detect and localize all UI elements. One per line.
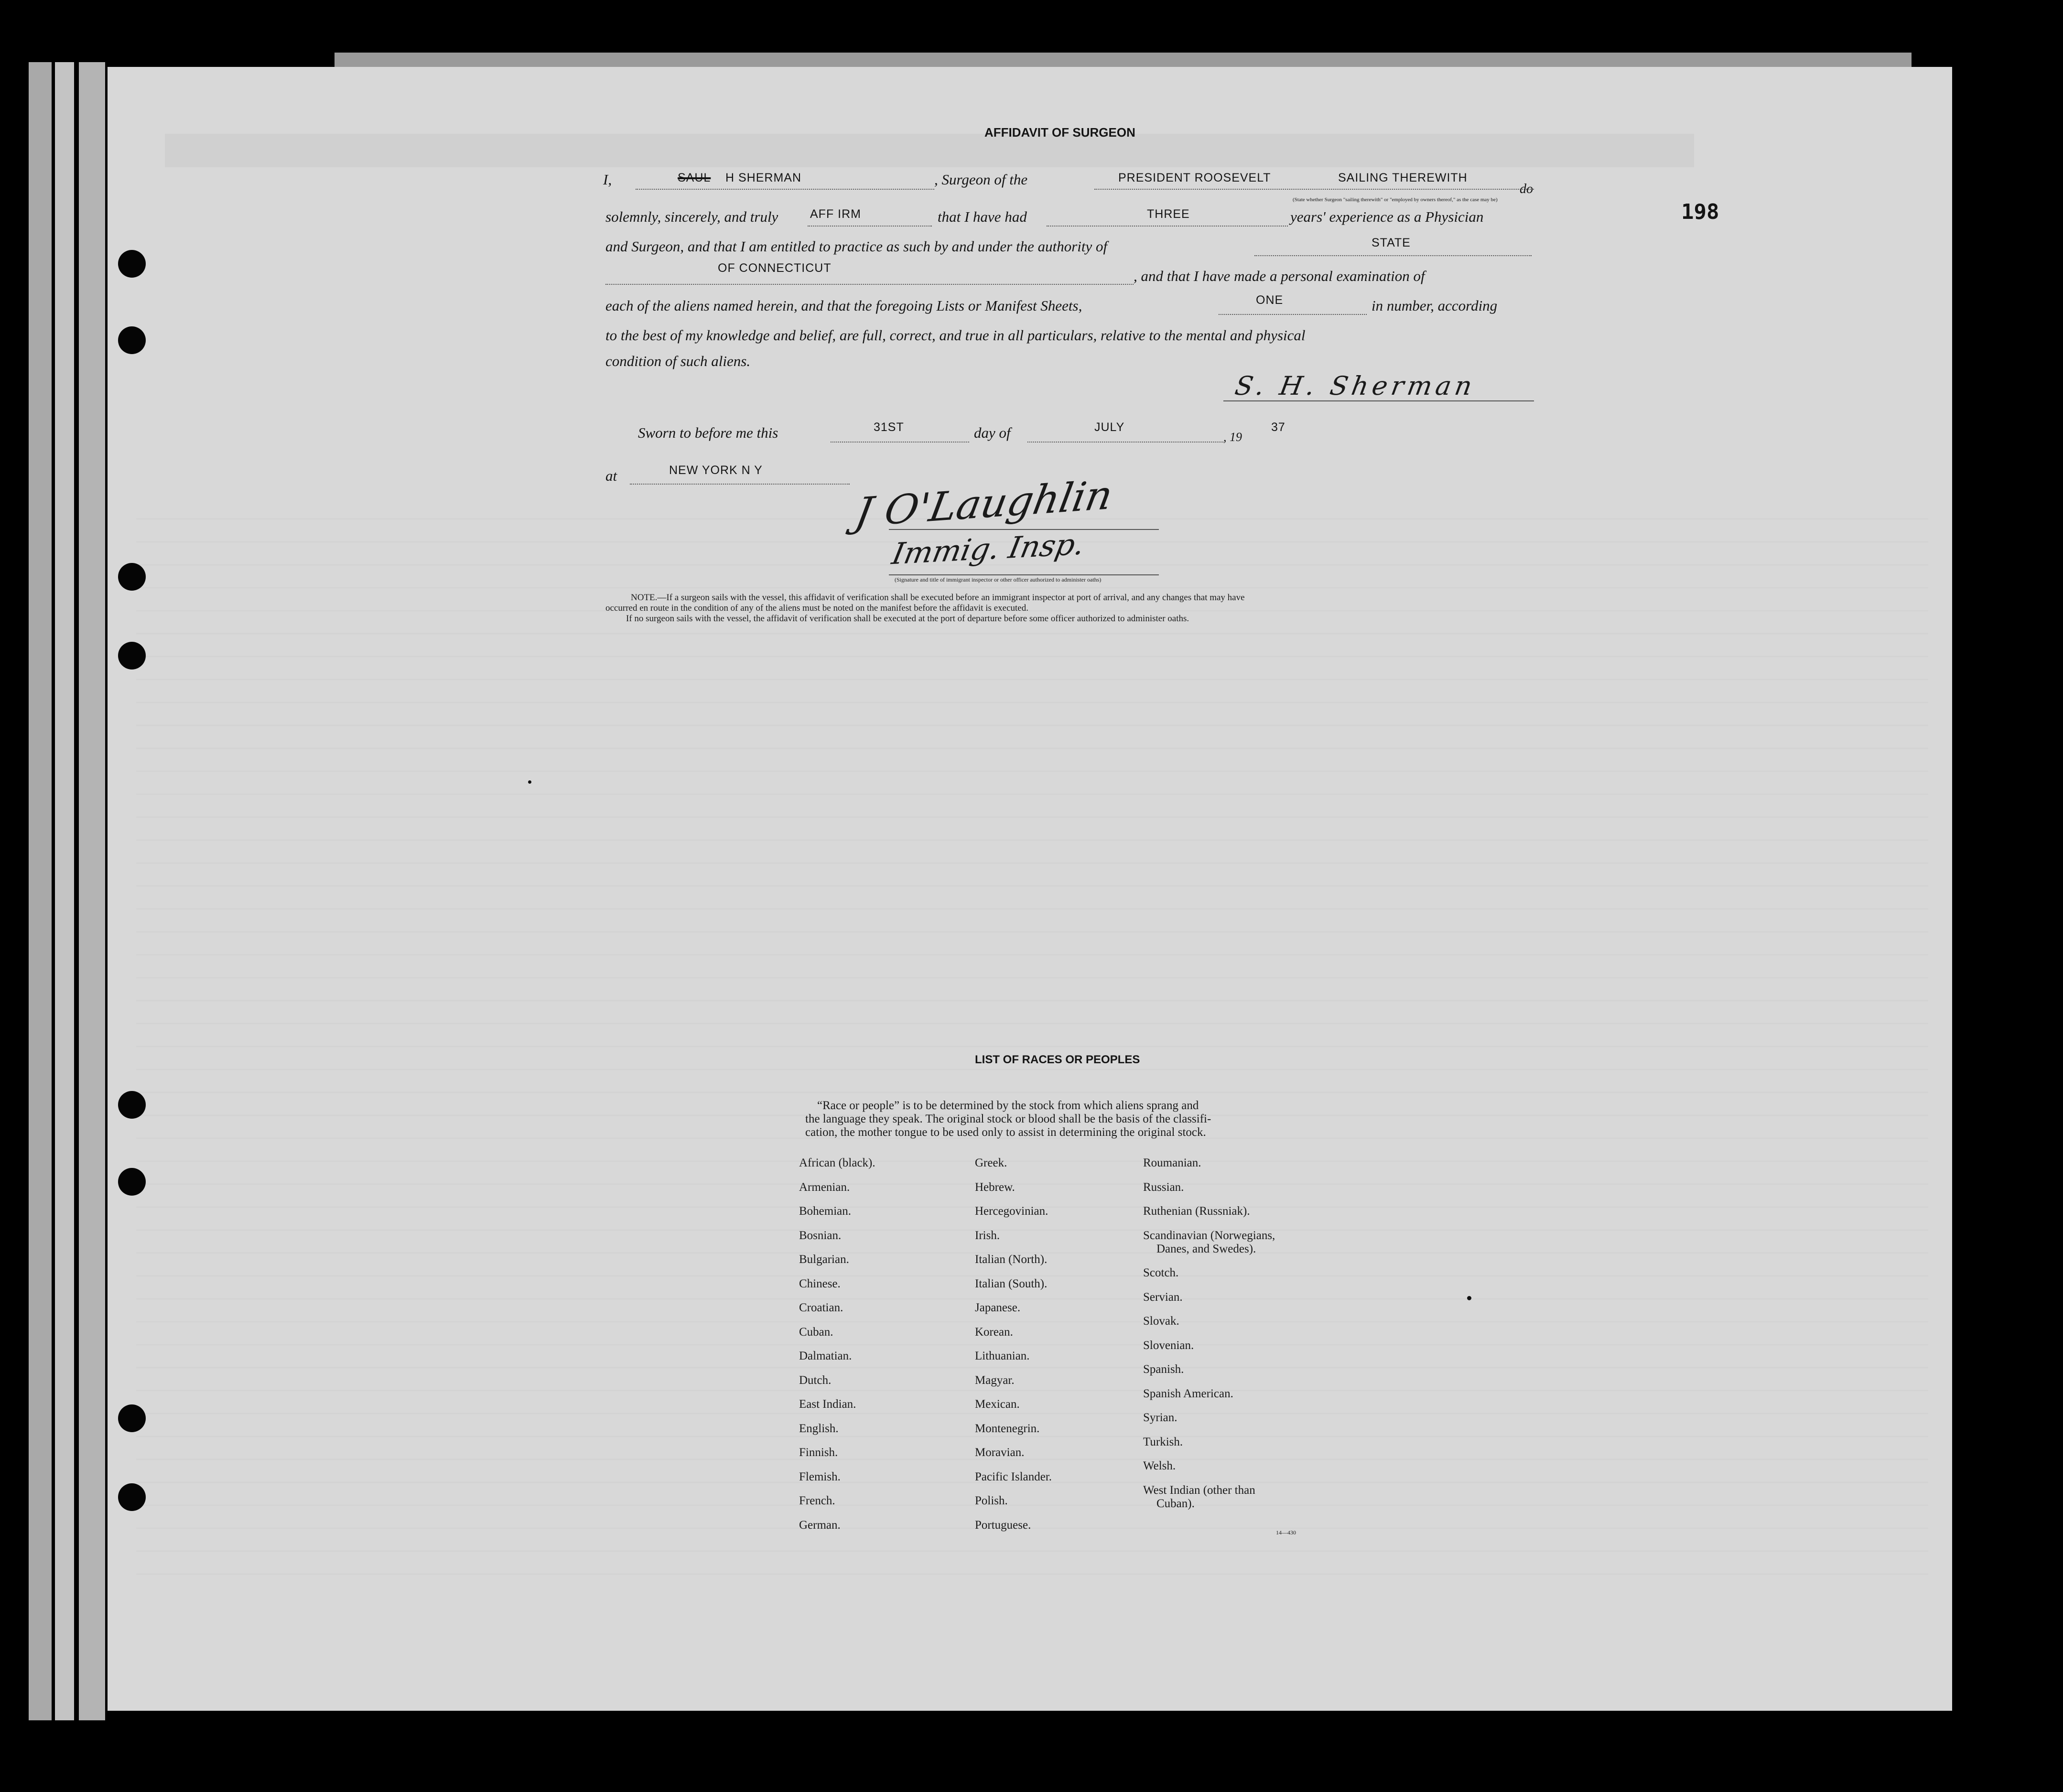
affidavit-line4: , and that I have made a personal examination of (1134, 268, 1425, 284)
affidavit-prefix-i: I, (603, 171, 612, 188)
race-entry-continuation: Cuban). (1156, 1497, 1195, 1510)
sworn-year-prefix: , 19 (1223, 430, 1242, 444)
race-entry: Scandinavian (Norwegians, (1143, 1229, 1275, 1242)
race-entry: Armenian. (799, 1180, 850, 1194)
fill-line (636, 189, 934, 190)
punch-hole (118, 1091, 146, 1119)
race-entry: Bulgarian. (799, 1253, 849, 1266)
sworn-month: JULY (1094, 421, 1125, 434)
affidavit-line5-b: in number, according (1372, 297, 1498, 314)
race-entry: Scotch. (1143, 1266, 1179, 1279)
fill-line (1047, 226, 1288, 227)
race-entry: Japanese. (975, 1301, 1021, 1314)
race-entry: Mexican. (975, 1398, 1020, 1411)
struck-first-name: SAUL (678, 171, 711, 184)
signature-line (889, 574, 1159, 575)
race-entry: West Indian (other than (1143, 1483, 1255, 1497)
officer-signature: J O'Laughlin (852, 471, 1116, 536)
races-title: LIST OF RACES OR PEOPLES (975, 1053, 1140, 1066)
race-entry: Italian (South). (975, 1277, 1048, 1290)
surgeon-of-label: , Surgeon of the (934, 171, 1028, 188)
fill-line (808, 226, 932, 227)
affidavit-line6: to the best of my knowledge and belief, are full, correct, and true in all particulars, relative to the mental and physical (605, 327, 1306, 344)
race-entry: Welsh. (1143, 1459, 1176, 1472)
binding-strip (29, 62, 52, 1720)
race-entry: Slovak. (1143, 1315, 1179, 1328)
race-entry: Pacific Islander. (975, 1470, 1052, 1483)
race-entry: East Indian. (799, 1398, 856, 1411)
affidavit-title: AFFIDAVIT OF SURGEON (984, 125, 1135, 140)
fill-line (1219, 314, 1367, 315)
page-number: 198 (1681, 200, 1719, 224)
race-entry: Dutch. (799, 1373, 832, 1387)
note-line-3: If no surgeon sails with the vessel, the affidavit of verification shall be executed at the port of departure before some officer authorized to administer oaths. (626, 614, 1189, 624)
race-entry: Chinese. (799, 1277, 841, 1290)
affidavit-line3: and Surgeon, and that I am entitled to practice as such by and under the authority of (605, 238, 1108, 255)
punch-hole (118, 1168, 146, 1196)
race-entry: African (black). (799, 1156, 875, 1169)
race-entry: Hebrew. (975, 1180, 1015, 1194)
race-entry: Spanish. (1143, 1363, 1184, 1376)
race-entry: Bohemian. (799, 1205, 852, 1218)
fill-line (831, 442, 969, 443)
ink-dot (1467, 1296, 1471, 1300)
race-entry: Flemish. (799, 1470, 841, 1483)
race-entry: French. (799, 1494, 835, 1507)
race-entry: Italian (North). (975, 1253, 1048, 1266)
punch-hole (118, 563, 146, 591)
officer-caption: (Signature and title of immigrant inspector or other officer authorized to administer oaths) (895, 576, 1102, 583)
race-entry: Irish. (975, 1229, 1000, 1242)
race-entry: Greek. (975, 1156, 1007, 1169)
race-entry: Syrian. (1143, 1411, 1177, 1424)
race-entry: Slovenian. (1143, 1339, 1194, 1352)
race-entry: Turkish. (1143, 1435, 1183, 1448)
race-entry: Russian. (1143, 1180, 1184, 1194)
punch-hole (118, 1404, 146, 1432)
races-intro-line-1: “Race or people” is to be determined by the stock from which aliens sprang and (817, 1099, 1199, 1112)
race-entry: Cuban. (799, 1325, 833, 1339)
affidavit-line2-a: solemnly, sincerely, and truly (605, 208, 778, 225)
race-entry: Polish. (975, 1494, 1008, 1507)
ink-dot (528, 780, 531, 784)
affidavit-line2-c: years' experience as a Physician (1290, 208, 1484, 225)
race-entry: Roumanian. (1143, 1156, 1201, 1169)
race-entry: Moravian. (975, 1446, 1025, 1459)
affirm-value: AFF IRM (810, 207, 861, 221)
binding-strip (79, 62, 105, 1720)
bleed-through-header (165, 134, 1694, 167)
sworn-day: 31ST (874, 421, 904, 434)
punch-hole (118, 642, 146, 669)
surgeon-name: H SHERMAN (725, 171, 802, 184)
race-entry: Lithuanian. (975, 1349, 1030, 1362)
years-experience: THREE (1147, 207, 1190, 221)
fill-line (1094, 189, 1534, 190)
race-entry: Magyar. (975, 1373, 1015, 1387)
race-entry: English. (799, 1422, 839, 1435)
punch-hole (118, 326, 146, 354)
sailing-status: SAILING THEREWITH (1338, 171, 1468, 184)
surgeon-signature: S. H. Sherman (1232, 371, 1479, 401)
race-entry: Portuguese. (975, 1518, 1031, 1532)
do-suffix: do (1520, 182, 1533, 196)
race-entry: Dalmatian. (799, 1349, 852, 1362)
race-entry: Hercegovinian. (975, 1205, 1048, 1218)
authority-connecticut: OF CONNECTICUT (718, 261, 832, 275)
affidavit-line5-a: each of the aliens named herein, and that the foregoing Lists or Manifest Sheets, (605, 297, 1082, 314)
races-intro-line-3: cation, the mother tongue to be used only to assist in determining the original stock. (805, 1126, 1206, 1139)
fill-line (1027, 442, 1223, 443)
surgeon-status-footnote: (State whether Surgeon "sailing therewith" or "employed by owners thereof," as the case may be) (1293, 197, 1498, 203)
form-number: 14—430 (1276, 1529, 1296, 1536)
race-entry: Bosnian. (799, 1229, 842, 1242)
officer-title: Immig. Insp. (889, 526, 1088, 572)
place-prefix: at (605, 467, 617, 484)
sworn-text-a: Sworn to before me this (638, 424, 778, 441)
races-intro-line-2: the language they speak. The original stock or blood shall be the basis of the classifi- (805, 1112, 1211, 1125)
race-entry: Finnish. (799, 1446, 838, 1459)
affidavit-line7: condition of such aliens. (605, 353, 751, 369)
race-entry-continuation: Danes, and Swedes). (1156, 1242, 1256, 1255)
note-line-2: occurred en route in the condition of any of the aliens must be noted on the manifest before the affidavit is executed. (605, 603, 1028, 613)
fill-line (630, 484, 850, 485)
authority-state: STATE (1372, 236, 1411, 249)
punch-hole (118, 250, 146, 278)
race-entry: Ruthenian (Russniak). (1143, 1205, 1250, 1218)
race-entry: Spanish American. (1143, 1387, 1233, 1400)
fill-line (605, 284, 1134, 285)
punch-hole (118, 1483, 146, 1511)
affidavit-line2-b: that I have had (938, 208, 1027, 225)
place-value: NEW YORK N Y (669, 464, 763, 477)
race-entry: Croatian. (799, 1301, 843, 1314)
manifest-sheet-count: ONE (1256, 293, 1284, 307)
note-line-1: NOTE.—If a surgeon sails with the vessel, this affidavit of verification shall be executed before an immigrant inspector at port of arrival, and any changes that may have (631, 593, 1245, 603)
sworn-text-b: day of (974, 424, 1011, 441)
race-entry: Korean. (975, 1325, 1013, 1339)
sworn-year: 37 (1271, 421, 1285, 434)
fill-line (1254, 255, 1532, 256)
race-entry: Montenegrin. (975, 1422, 1040, 1435)
race-entry: Servian. (1143, 1290, 1183, 1304)
race-entry: German. (799, 1518, 841, 1532)
binding-strip (55, 62, 74, 1720)
vessel-name: PRESIDENT ROOSEVELT (1118, 171, 1271, 184)
